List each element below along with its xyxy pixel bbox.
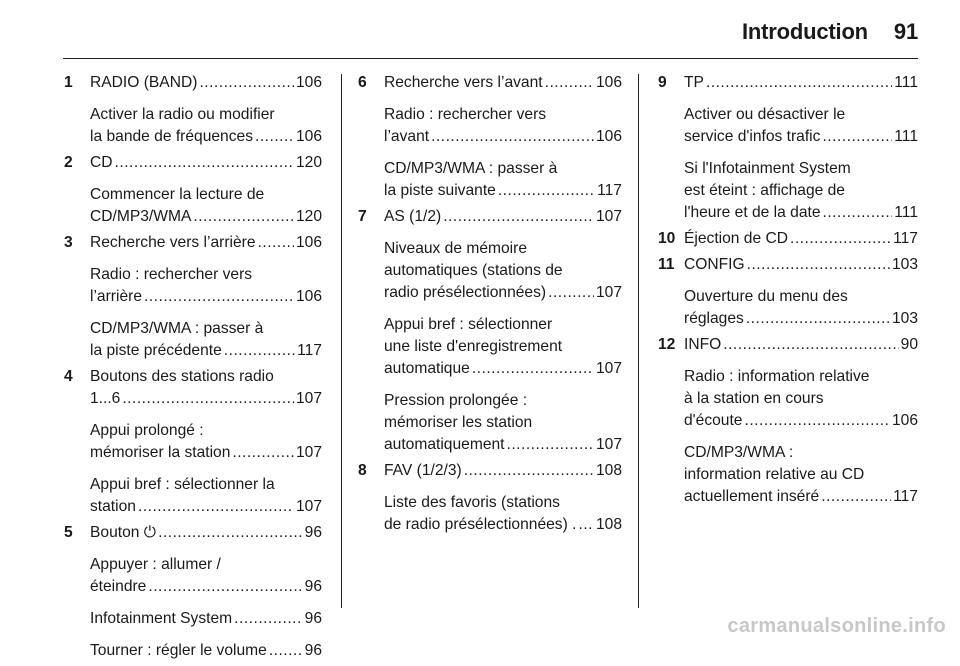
item-number: 1 — [64, 74, 73, 91]
index-entry — [90, 232, 322, 254]
index-entry — [684, 442, 918, 508]
entry-leader-line — [90, 576, 322, 598]
page-reference: 103 — [891, 310, 918, 327]
entry-text-line: Pression prolongée : — [384, 392, 528, 409]
dot-leader — [224, 340, 295, 362]
index-item — [658, 334, 918, 508]
entry-leader-line — [384, 206, 622, 228]
index-entry — [384, 238, 622, 304]
entry-leader-line — [90, 640, 322, 662]
index-item — [658, 254, 918, 330]
index-item — [64, 366, 322, 518]
index-column-3 — [658, 72, 918, 512]
entry-text-line: Activer ou désactiver le — [684, 106, 846, 123]
entry-leader-line — [90, 388, 322, 410]
page-reference: 117 — [597, 182, 622, 199]
page-reference: 107 — [295, 390, 322, 407]
entry-text-line: mémoriser les station — [384, 414, 533, 431]
item-number: 5 — [64, 524, 73, 541]
dot-leader — [148, 576, 302, 598]
entry-text: la piste précédente — [90, 342, 222, 359]
item-number: 4 — [64, 368, 73, 385]
index-entry — [90, 608, 322, 630]
page-reference: 111 — [894, 204, 918, 221]
page-reference: 117 — [893, 488, 918, 505]
index-entry — [684, 286, 918, 330]
entry-text: FAV (1/2/3) — [384, 462, 462, 479]
index-item — [64, 232, 322, 362]
dot-leader — [723, 334, 898, 356]
dot-leader — [472, 358, 594, 380]
entry-leader-line — [384, 72, 622, 94]
entry-leader-line — [684, 308, 918, 330]
dot-leader — [464, 460, 594, 482]
index-item — [64, 72, 322, 148]
dot-leader — [747, 254, 890, 276]
entry-text: CD — [90, 154, 113, 171]
dot-leader — [122, 388, 294, 410]
entry-leader-line — [384, 460, 622, 482]
dot-leader — [746, 308, 890, 330]
dot-leader — [498, 180, 595, 202]
entry-leader-line — [684, 410, 918, 432]
entry-text-line: Commencer la lecture de — [90, 186, 265, 203]
entry-text: de radio présélectionnées) . — [384, 516, 577, 533]
page-reference: 108 — [595, 516, 622, 533]
page-reference: 106 — [295, 234, 322, 251]
page-reference: 107 — [595, 284, 622, 301]
item-number: 2 — [64, 154, 73, 171]
entry-leader-line — [684, 228, 918, 250]
index-item — [64, 522, 322, 662]
entry-text-line: Boutons des stations radio — [90, 368, 274, 385]
entry-text: Éjection de CD — [684, 230, 789, 247]
index-entry — [684, 228, 918, 250]
dot-leader — [144, 286, 294, 308]
dot-leader — [199, 72, 294, 94]
entry-text: actuellement inséré — [684, 488, 820, 505]
column-divider — [638, 74, 639, 608]
item-number: 7 — [358, 208, 367, 225]
index-entry — [90, 264, 322, 308]
index-entry — [90, 184, 322, 228]
entry-leader-line — [684, 254, 918, 276]
page-reference: 106 — [295, 288, 322, 305]
dot-leader — [578, 514, 594, 536]
page-reference: 106 — [295, 74, 322, 91]
entry-text: l’arrière — [90, 288, 142, 305]
entry-text: service d'infos trafic — [684, 128, 821, 145]
index-entry — [684, 366, 918, 432]
item-number: 9 — [658, 74, 667, 91]
entry-leader-line — [384, 358, 622, 380]
entry-leader-line — [384, 282, 622, 304]
dot-leader — [258, 232, 294, 254]
dot-leader — [744, 410, 889, 432]
entry-leader-line — [384, 180, 622, 202]
column-divider — [341, 74, 342, 608]
page-reference: 107 — [295, 498, 322, 515]
index-item — [658, 228, 918, 250]
dot-leader — [232, 442, 294, 464]
entry-text-line: CD/MP3/WMA : passer à — [384, 160, 558, 177]
dot-leader — [255, 126, 294, 148]
entry-text-line: CD/MP3/WMA : — [684, 444, 794, 461]
index-item — [358, 206, 622, 456]
entry-text: Bouton ⏻ — [90, 524, 157, 541]
entry-leader-line — [684, 72, 918, 94]
index-entry — [90, 318, 322, 362]
watermark: carmanualsonline.info — [727, 615, 946, 637]
index-entry — [684, 254, 918, 276]
index-entry — [384, 492, 622, 536]
entry-leader-line — [384, 434, 622, 456]
entry-text: réglages — [684, 310, 744, 327]
entry-text: la piste suivante — [384, 182, 496, 199]
entry-text-line: Appui bref : sélectionner la — [90, 476, 275, 493]
entry-leader-line — [90, 496, 322, 518]
dot-leader — [431, 126, 594, 148]
dot-leader — [706, 72, 892, 94]
index-entry — [384, 206, 622, 228]
entry-leader-line — [90, 72, 322, 94]
entry-text: Tourner : régler le volume — [90, 642, 267, 659]
index-entry — [384, 460, 622, 482]
entry-leader-line — [90, 608, 322, 630]
entry-leader-line — [384, 514, 622, 536]
page-reference: 106 — [595, 74, 622, 91]
entry-text: CONFIG — [684, 256, 745, 273]
entry-text: Recherche vers l’avant — [384, 74, 543, 91]
entry-text: Recherche vers l’arrière — [90, 234, 256, 251]
item-number: 6 — [358, 74, 367, 91]
item-number: 8 — [358, 462, 367, 479]
entry-text: automatiquement — [384, 436, 505, 453]
index-entry — [90, 104, 322, 148]
entry-text: AS (1/2) — [384, 208, 442, 225]
dot-leader — [158, 522, 303, 544]
dot-leader — [138, 496, 294, 518]
entry-leader-line — [384, 126, 622, 148]
index-column-1 — [64, 72, 322, 666]
entry-text-line: Activer la radio ou modifier — [90, 106, 275, 123]
dot-leader — [822, 126, 892, 148]
page-reference: 120 — [295, 154, 322, 171]
dot-leader — [115, 152, 294, 174]
dot-leader — [545, 72, 594, 94]
page-reference: 106 — [295, 128, 322, 145]
dot-leader — [821, 486, 891, 508]
entry-leader-line — [90, 340, 322, 362]
entry-text-line: Si l'Infotainment System — [684, 160, 851, 177]
dot-leader — [443, 206, 594, 228]
entry-text-line: Appuyer : allumer / — [90, 556, 221, 573]
item-number: 10 — [658, 230, 676, 247]
entry-text: la bande de fréquences — [90, 128, 253, 145]
entry-leader-line — [90, 522, 322, 544]
index-entry — [90, 72, 322, 94]
entry-leader-line — [90, 232, 322, 254]
dot-leader — [790, 228, 891, 250]
dot-leader — [269, 640, 303, 662]
entry-text: mémoriser la station — [90, 444, 231, 461]
entry-text: automatique — [384, 360, 470, 377]
entry-leader-line — [90, 206, 322, 228]
index-entry — [684, 104, 918, 148]
index-item — [658, 72, 918, 224]
page-reference: 107 — [295, 444, 322, 461]
entry-leader-line — [90, 152, 322, 174]
header-rule — [63, 58, 918, 59]
index-entry — [684, 158, 918, 224]
page-reference: 107 — [595, 360, 622, 377]
entry-text-line: Appui bref : sélectionner — [384, 316, 553, 333]
dot-leader — [823, 202, 893, 224]
entry-text: éteindre — [90, 578, 147, 595]
entry-text: l'heure et de la date — [684, 204, 821, 221]
index-item — [358, 460, 622, 536]
dot-leader — [507, 434, 594, 456]
entry-leader-line — [90, 126, 322, 148]
entry-text: TP — [684, 74, 704, 91]
page-title: Introduction — [742, 19, 868, 44]
page-reference: 120 — [295, 208, 322, 225]
entry-leader-line — [684, 486, 918, 508]
entry-leader-line — [684, 334, 918, 356]
entry-text-line: à la station en cours — [684, 390, 824, 407]
index-entry — [90, 640, 322, 662]
entry-text-line: Liste des favoris (stations — [384, 494, 560, 511]
page-reference: 117 — [893, 230, 918, 247]
index-entry — [384, 104, 622, 148]
item-number: 12 — [658, 336, 676, 353]
index-entry — [684, 334, 918, 356]
entry-text-line: automatiques (stations de — [384, 262, 563, 279]
entry-leader-line — [684, 126, 918, 148]
index-entry — [90, 474, 322, 518]
page-reference: 107 — [595, 208, 622, 225]
page-reference: 96 — [304, 578, 322, 595]
index-entry — [384, 314, 622, 380]
page-reference: 106 — [891, 412, 918, 429]
dot-leader — [234, 608, 302, 630]
entry-text: CD/MP3/WMA — [90, 208, 192, 225]
page-reference: 108 — [595, 462, 622, 479]
page-reference: 96 — [304, 524, 322, 541]
entry-text-line: une liste d'enregistrement — [384, 338, 563, 355]
entry-leader-line — [684, 202, 918, 224]
index-entry — [384, 390, 622, 456]
entry-text-line: Appui prolongé : — [90, 422, 204, 439]
page-reference: 106 — [595, 128, 622, 145]
index-entry — [384, 158, 622, 202]
entry-text: INFO — [684, 336, 722, 353]
entry-leader-line — [90, 286, 322, 308]
index-column-2 — [358, 72, 622, 540]
entry-text: RADIO (BAND) — [90, 74, 198, 91]
index-entry — [684, 72, 918, 94]
index-entry — [90, 152, 322, 174]
dot-leader — [548, 282, 594, 304]
entry-text-line: information relative au CD — [684, 466, 865, 483]
page-reference: 107 — [595, 436, 622, 453]
page-reference: 111 — [894, 74, 918, 91]
entry-text-line: CD/MP3/WMA : passer à — [90, 320, 264, 337]
index-item — [358, 72, 622, 202]
entry-text: l’avant — [384, 128, 430, 145]
item-number: 3 — [64, 234, 73, 251]
index-entry — [90, 554, 322, 598]
page-reference: 111 — [894, 128, 918, 145]
entry-text-line: Radio : information relative — [684, 368, 870, 385]
index-entry — [90, 366, 322, 410]
index-entry — [90, 420, 322, 464]
page-reference: 96 — [304, 642, 322, 659]
entry-text-line: Ouverture du menu des — [684, 288, 848, 305]
page-reference: 90 — [900, 336, 918, 353]
entry-text-line: est éteint : affichage de — [684, 182, 845, 199]
entry-text: 1...6 — [90, 390, 121, 407]
index-item — [64, 152, 322, 228]
dot-leader — [193, 206, 294, 228]
page-number: 91 — [893, 19, 918, 44]
entry-text-line: Niveaux de mémoire — [384, 240, 528, 257]
entry-text-line: Radio : rechercher vers — [90, 266, 253, 283]
page-reference: 117 — [297, 342, 322, 359]
index-entry — [384, 72, 622, 94]
entry-leader-line — [90, 442, 322, 464]
page-header — [742, 14, 918, 50]
entry-text-line: Radio : rechercher vers — [384, 106, 547, 123]
entry-text: d'écoute — [684, 412, 743, 429]
entry-text: radio présélectionnées) — [384, 284, 547, 301]
entry-text: Infotainment System — [90, 610, 233, 627]
page-reference: 96 — [304, 610, 322, 627]
item-number: 11 — [658, 256, 675, 273]
index-entry — [90, 522, 322, 544]
page-reference: 103 — [891, 256, 918, 273]
entry-text: station — [90, 498, 136, 515]
